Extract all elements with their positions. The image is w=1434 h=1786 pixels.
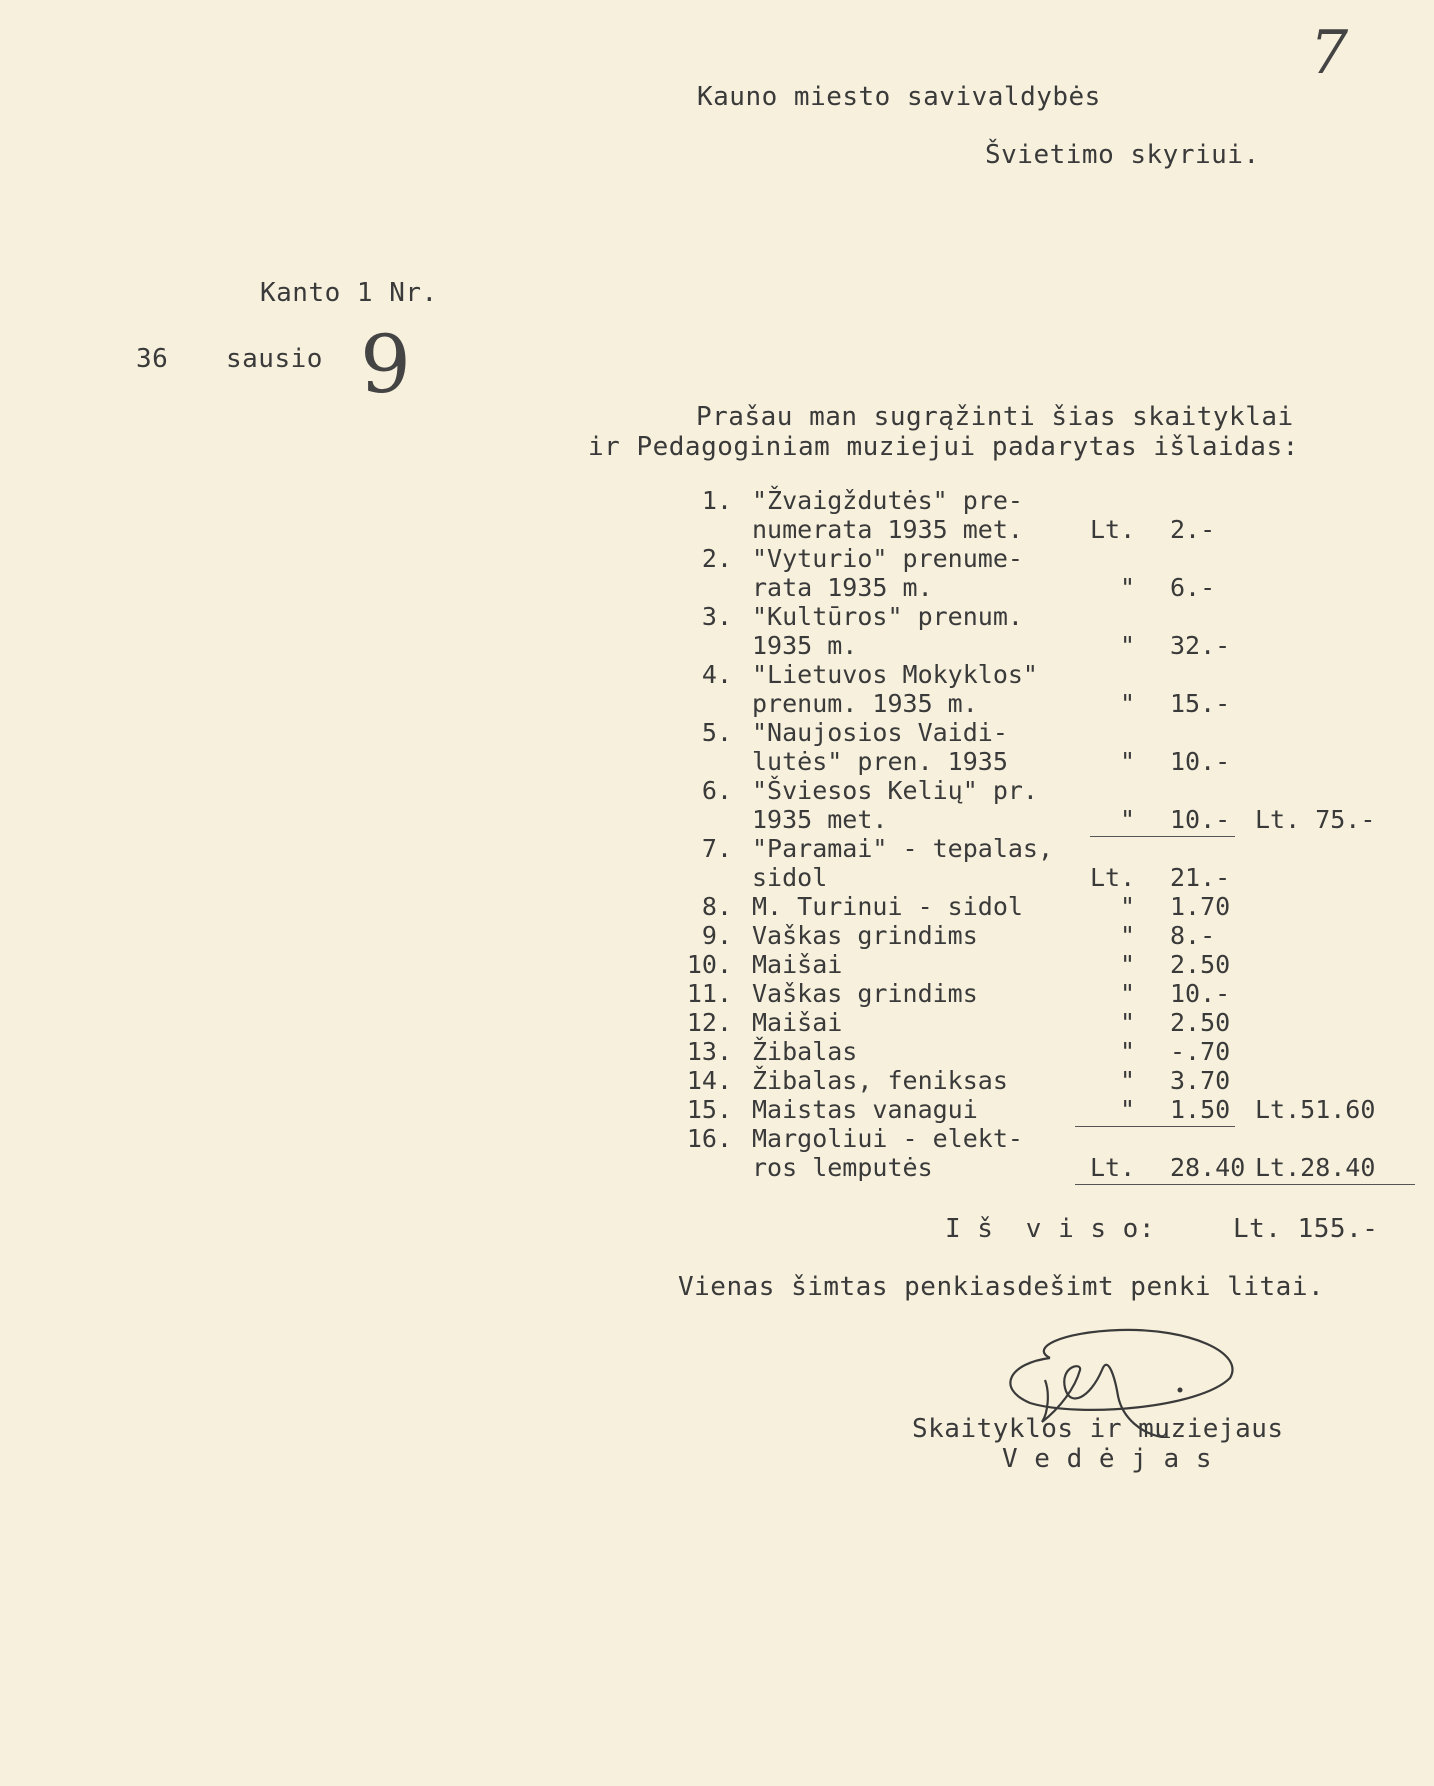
list-item: 8. M. Turinui - sidol " 1.70 <box>670 892 1430 921</box>
total-in-words: Vienas šimtas penkiasdešimt penki litai. <box>678 1272 1325 1302</box>
item-description: Maistas vanagui <box>752 1095 978 1124</box>
list-item: 15. Maistas vanagui " 1.50 Lt.51.60 <box>670 1095 1430 1124</box>
list-item: 14. Žibalas, feniksas " 3.70 <box>670 1066 1430 1095</box>
request-line-1: Prašau man sugrąžinti šias skaityklai <box>696 402 1294 432</box>
item-description: Žibalas <box>752 1037 858 1066</box>
ref-day: 9 <box>360 318 411 411</box>
total-label: I š v i s o: <box>945 1214 1155 1244</box>
list-item <box>670 718 1430 747</box>
expense-list <box>670 486 1430 1182</box>
item-unit-mark: Lt. <box>1090 863 1136 892</box>
item-description: "Lietuvos Mokyklos" <box>752 660 1038 689</box>
item-number: 5. <box>701 718 732 747</box>
item-description: "Kultūros" prenum. <box>752 602 1023 631</box>
item-unit-mark: " <box>1120 950 1136 979</box>
item-description: rata 1935 m. <box>752 573 933 602</box>
list-item: rata 1935 m. " 6.- <box>752 573 1216 602</box>
page-number: 7 <box>1310 18 1349 88</box>
list-item <box>670 834 1430 863</box>
list-item: ros lemputės Lt. 28.40 Lt.28.40 <box>752 1153 1376 1182</box>
item-description: ros lemputės <box>752 1153 933 1182</box>
item-subtotal: Lt. 75.- <box>1255 805 1376 834</box>
subtotal-rule-1 <box>1090 836 1235 837</box>
item-number: 14. <box>686 1066 732 1095</box>
list-item <box>670 544 1430 573</box>
list-item <box>670 776 1430 805</box>
item-unit-mark: " <box>1120 573 1136 602</box>
list-item: 13. Žibalas " -.70 <box>670 1037 1430 1066</box>
item-number: 12. <box>686 1008 732 1037</box>
signature-title-2: V e d ė j a s <box>1002 1444 1212 1474</box>
item-description: prenum. 1935 m. <box>752 689 978 718</box>
ref-month: sausio <box>226 344 323 374</box>
item-unit-mark: " <box>1120 1095 1136 1124</box>
item-number: 9. <box>701 921 732 950</box>
item-unit-mark: " <box>1120 631 1136 660</box>
subtotal-rule-2 <box>1075 1126 1235 1127</box>
item-unit-mark: " <box>1120 747 1136 776</box>
list-item: numerata 1935 met. Lt. 2.- <box>752 515 1216 544</box>
list-item <box>670 602 1430 631</box>
item-number: 7. <box>701 834 732 863</box>
total-value: Lt. 155.- <box>1233 1214 1379 1244</box>
item-unit-mark: " <box>1120 689 1136 718</box>
ref-year: 36 <box>136 344 169 374</box>
list-item <box>670 486 1430 515</box>
addressee-line-1: Kauno miesto savivaldybės <box>697 82 1101 112</box>
ref-label: Kanto 1 Nr. <box>260 278 438 308</box>
item-number: 13. <box>686 1037 732 1066</box>
list-item <box>670 1124 1430 1153</box>
item-number: 10. <box>686 950 732 979</box>
item-description: Maišai <box>752 1008 843 1037</box>
item-number: 11. <box>686 979 732 1008</box>
item-description: "Naujosios Vaidi- <box>752 718 1008 747</box>
list-item <box>670 660 1430 689</box>
item-unit-mark: " <box>1120 979 1136 1008</box>
item-unit-mark: " <box>1120 921 1136 950</box>
item-unit-mark: Lt. <box>1090 1153 1136 1182</box>
list-item: lutės" pren. 1935 " 10.- <box>752 747 1231 776</box>
item-unit-mark: Lt. <box>1090 515 1136 544</box>
request-line-2: ir Pedagoginiam muziejui padarytas išlaidas: <box>588 432 1299 462</box>
item-description: Žibalas, feniksas <box>752 1066 1008 1095</box>
signature-title-1: Skaityklos ir muziejaus <box>912 1414 1284 1444</box>
list-item: 11. Vaškas grindims " 10.- <box>670 979 1430 1008</box>
list-item: 10. Maišai " 2.50 <box>670 950 1430 979</box>
item-number: 2. <box>701 544 732 573</box>
item-description: Vaškas grindims <box>752 979 978 1008</box>
subtotal-rule-3 <box>1075 1184 1415 1185</box>
item-number: 3. <box>701 602 732 631</box>
item-description: Maišai <box>752 950 843 979</box>
item-unit-mark: " <box>1120 1066 1136 1095</box>
item-description: "Žvaigždutės" pre- <box>752 486 1023 515</box>
item-description: numerata 1935 met. <box>752 515 1023 544</box>
item-description: 1935 m. <box>752 631 858 660</box>
item-number: 16. <box>686 1124 732 1153</box>
item-unit-mark: " <box>1120 805 1136 834</box>
item-description: 1935 met. <box>752 805 888 834</box>
item-number: 8. <box>701 892 732 921</box>
item-description: lutės" pren. 1935 <box>752 747 1008 776</box>
item-unit-mark: " <box>1120 1008 1136 1037</box>
list-item: prenum. 1935 m. " 15.- <box>752 689 1231 718</box>
list-item: 1935 m. " 32.- <box>752 631 1231 660</box>
item-description: "Šviesos Kelių" pr. <box>752 776 1038 805</box>
list-item: sidol Lt. 21.- <box>752 863 1231 892</box>
item-description: "Vyturio" prenume- <box>752 544 1023 573</box>
item-description: Vaškas grindims <box>752 921 978 950</box>
item-subtotal: Lt.51.60 <box>1255 1095 1376 1124</box>
item-unit-mark: " <box>1120 1037 1136 1066</box>
item-number: 1. <box>701 486 732 515</box>
item-description: Margoliui - elekt- <box>752 1124 1023 1153</box>
list-item: 9. Vaškas grindims " 8.- <box>670 921 1430 950</box>
item-subtotal: Lt.28.40 <box>1255 1153 1376 1182</box>
item-number: 4. <box>701 660 732 689</box>
item-number: 15. <box>686 1095 732 1124</box>
list-item: 12. Maišai " 2.50 <box>670 1008 1430 1037</box>
item-description: "Paramai" - tepalas, <box>752 834 1054 863</box>
item-description: sidol <box>752 863 828 892</box>
list-item: 1935 met. " 10.- Lt. 75.- <box>752 805 1376 834</box>
item-description: M. Turinui - sidol <box>752 892 1023 921</box>
addressee-line-2: Švietimo skyriui. <box>985 140 1260 170</box>
item-unit-mark: " <box>1120 892 1136 921</box>
item-number: 6. <box>701 776 732 805</box>
